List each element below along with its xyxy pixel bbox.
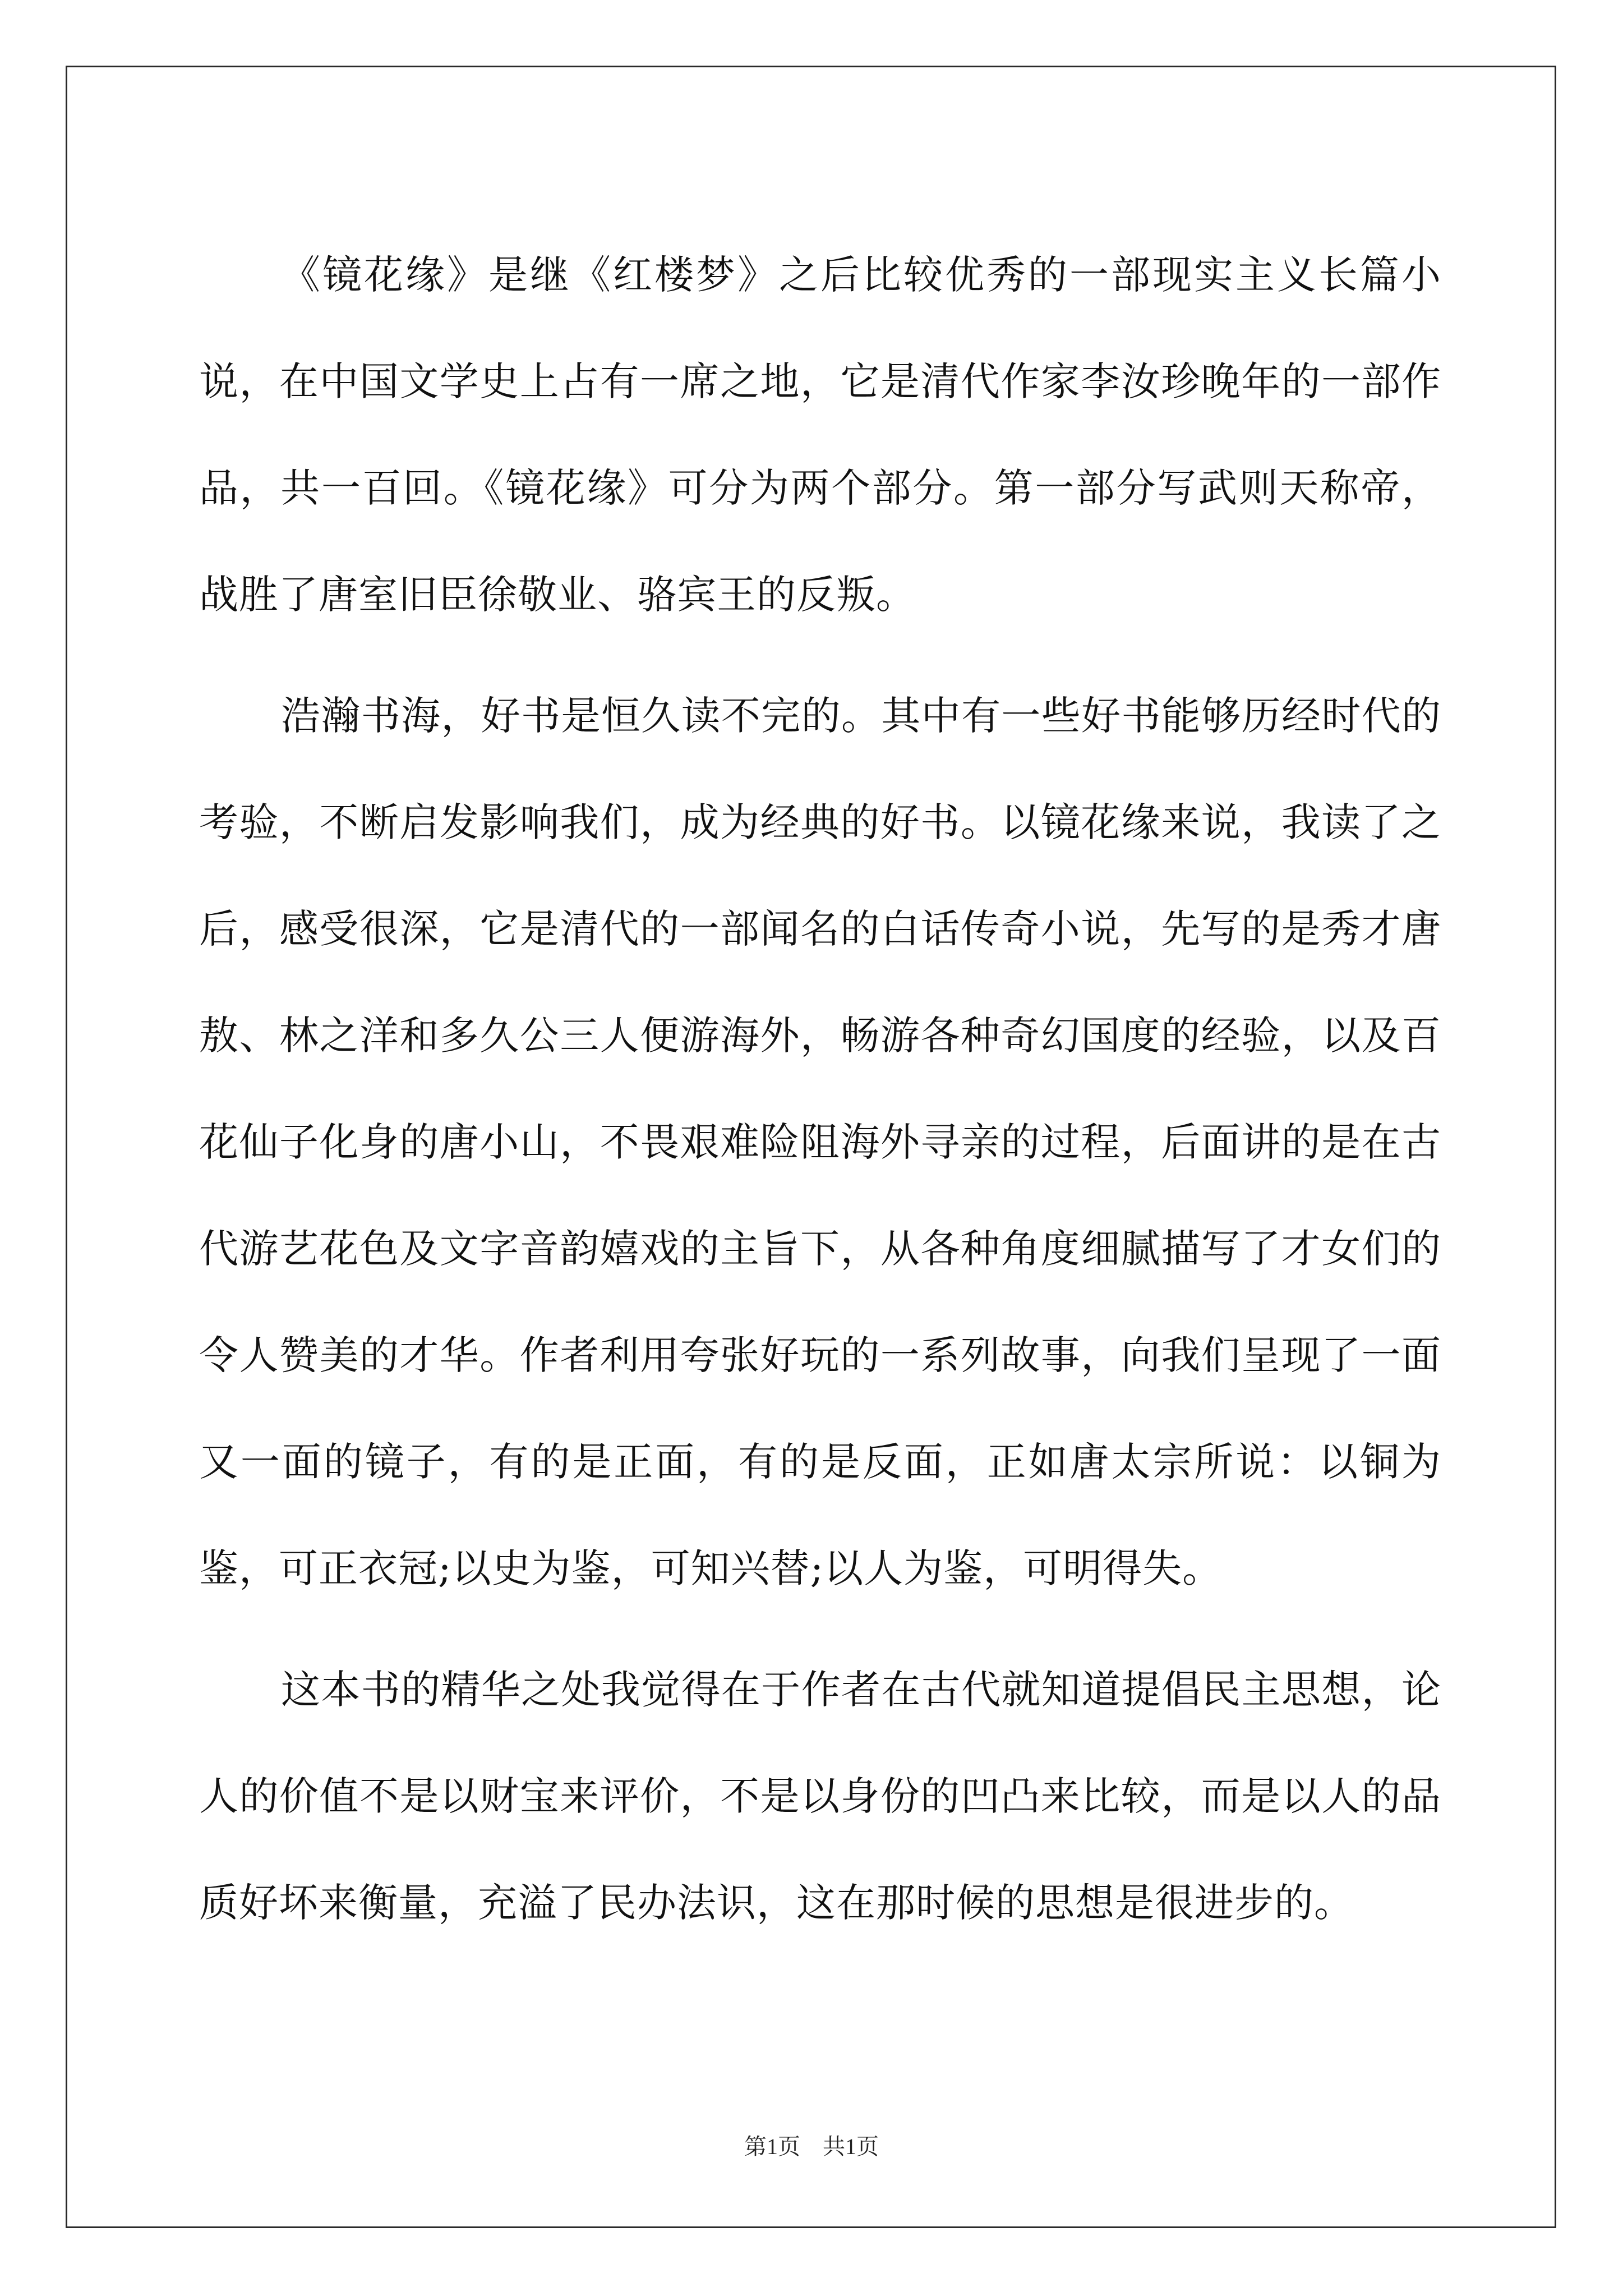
document-body <box>199 222 1441 1971</box>
paragraph-3: 这本书的精华之处我觉得在于作者在古代就知道提倡民主思想，论人的价值不是以财宝来评价，不是以身份的凹凸来比较，而是以人的品质好坏来衡量，充溢了民办法识，这在那时候的思想是很进步的。 <box>199 1667 1441 1926</box>
paragraph-1: 《镜花缘》是继《红楼梦》之后比较优秀的一部现实主义长篇小说，在中国文学史上占有一席之地，它是清代作家李汝珍晚年的一部作品，共一百回。《镜花缘》可分为两个部分。第一部分写武则天称帝，战胜了唐室旧臣徐敬业、骆宾王的反叛。 <box>199 252 1441 618</box>
paragraph-2: 浩瀚书海，好书是恒久读不完的。其中有一些好书能够历经时代的考验，不断启发影响我们，成为经典的好书。以镜花缘来说，我读了之后，感受很深，它是清代的一部闻名的白话传奇小说，先写的是秀才唐敖、林之洋和多久公三人便游海外，畅游各种奇幻国度的经验，以及百花仙子化身的唐小山，不畏艰难险阻海外寻亲的过程，后面讲的是在古代游艺花色及文字音韵嬉戏的主旨下，从各种角度细腻描写了才女们的令人赞美的才华。作者利用夸张好玩的一系列故事，向我们呈现了一面又一面的镜子，有的是正面，有的是反面，正如唐太宗所说：以铜为鉴，可正衣冠;以史为鉴，可知兴替;以人为鉴，可明得失。 <box>199 693 1441 1591</box>
page-number-footer: 第1页 共1页 <box>744 2134 879 2159</box>
